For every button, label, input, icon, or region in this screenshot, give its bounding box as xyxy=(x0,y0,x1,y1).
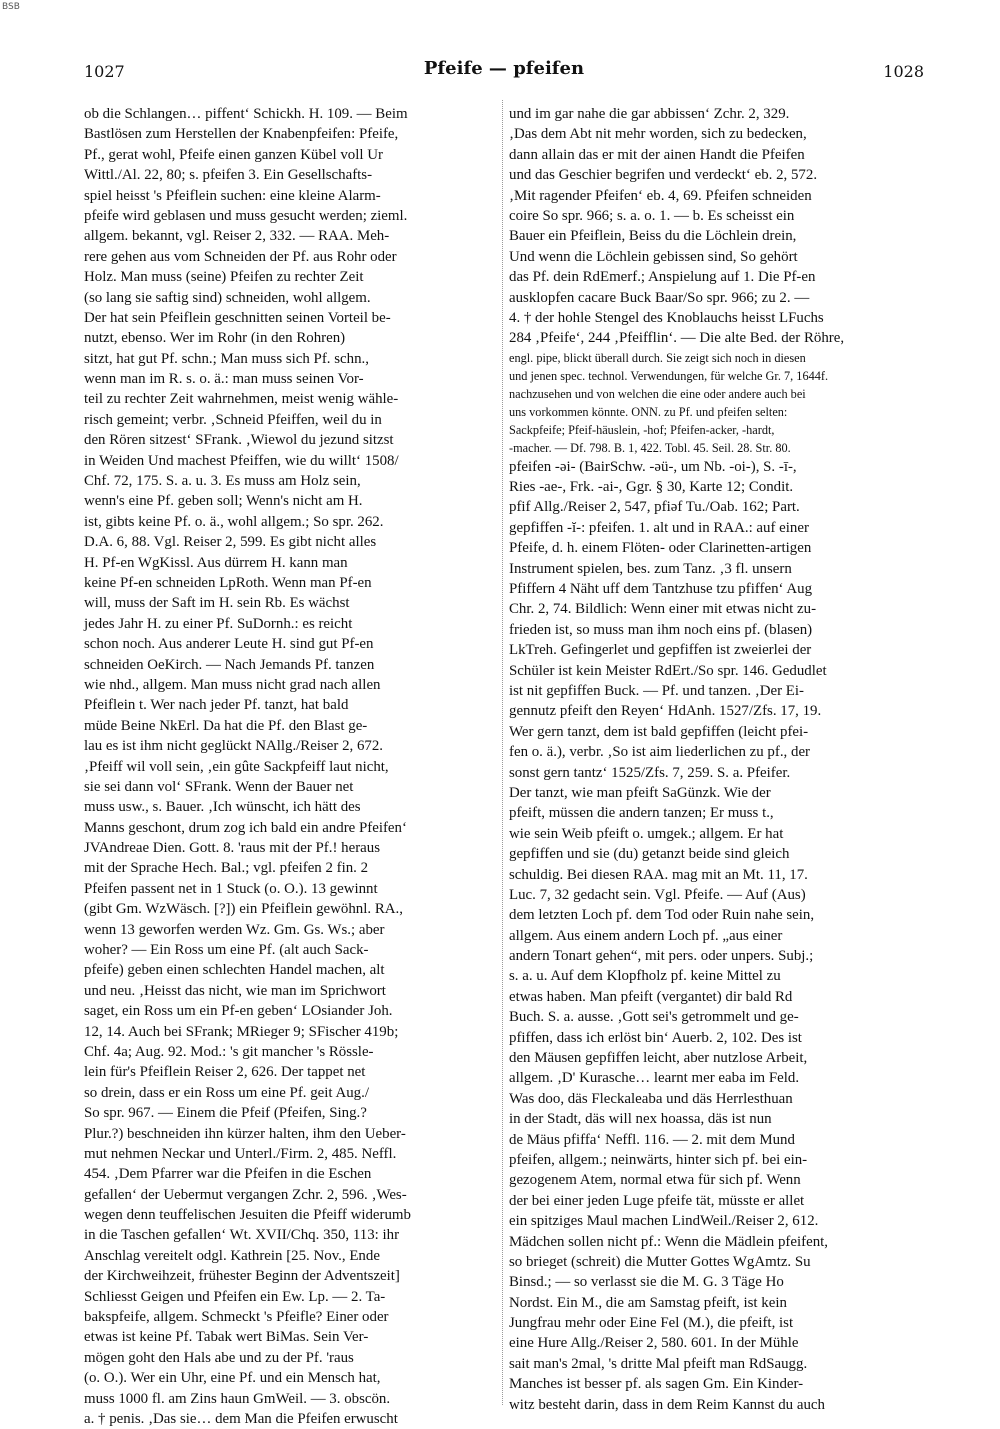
running-title: Pfeife — pfeifen xyxy=(423,58,585,79)
text-line: lein für's Pfeiflein Reiser 2, 626. Der tappet net xyxy=(84,1064,366,1081)
page-number-left: 1027 xyxy=(84,62,125,81)
text-line: und jenen spec. technol. Verwendungen, für welche Gr. 7, 1644f. xyxy=(509,368,829,383)
text-line: der bei einer jeden Luge pfeife tät, müsste er allet xyxy=(509,1192,805,1209)
page-header xyxy=(84,58,924,84)
text-line: Buch. S. a. ausse. ‚Gott sei's getrommelt und ge- xyxy=(509,1009,799,1026)
text-line: allgem. bekannt, vgl. Reiser 2, 332. — RAA. Meh- xyxy=(84,228,390,245)
text-line: gennutz pfeift den Reyen‘ HdAnh. 1527/Zfs. 17, 19. xyxy=(509,703,822,720)
text-line: und neu. ‚Heisst das nicht, wie man im Sprichwort xyxy=(84,982,386,999)
text-line: Schüler ist kein Meister RdErt./So spr. 146. Gedudlet xyxy=(509,662,827,679)
text-line: ein spitziges Maul machen LindWeil./Reiser 2, 612. xyxy=(509,1213,819,1230)
text-line: Pfeifen passent net in 1 Stuck (o. O.). 13 gewinnt xyxy=(84,880,378,897)
text-line: will, muss der Saft im H. sein Rb. Es wächst xyxy=(84,595,350,612)
text-line: Ries -ae-, Frk. -ai-, Ggr. § 30, Karte 12; Condit. xyxy=(509,479,794,496)
text-line: wenn 13 geworfen werden Wz. Gm. Gs. Ws.; aber xyxy=(84,921,385,938)
entry-pfeifen xyxy=(509,457,923,1415)
column-divider xyxy=(502,100,503,1405)
text-line: und im gar nahe die gar abbissen‘ Zchr. 2, 329. xyxy=(509,106,790,122)
text-line: Plur.?) beschneiden ihn kürzer halten, ihm den Ueber- xyxy=(84,1125,406,1142)
text-line: witz besteht darin, dass in dem Reim Kannst du auch xyxy=(509,1396,825,1413)
text-line: allgem. ‚D' Kurasche… learnt mer eaba im Feld. xyxy=(509,1070,800,1087)
text-line: -macher. — Df. 798. B. 1, 422. Tobl. 45. Seil. 28. Str. 80. xyxy=(509,440,791,455)
text-line: schon noch. Aus anderer Leute H. sind gut Pf-en xyxy=(84,636,374,653)
text-line: lau es ist ihm nicht geglückt NAllg./Reiser 2, 672. xyxy=(84,738,384,755)
text-line: ‚Mit ragender Pfeifen‘ eb. 4, 69. Pfeifen schneiden xyxy=(509,187,812,204)
text-line: wenn man im R. s. o. ä.: man muss seinen Vor- xyxy=(84,371,364,388)
text-line: 12, 14. Auch bei SFrank; MRieger 9; SFischer 419b; xyxy=(84,1023,399,1040)
text-line: Pfiffern 4 Näht uff dem Tantzhuse tzu pfiffen‘ Aug xyxy=(509,581,813,598)
text-line: 4. † der hohle Stengel des Knoblauchs heisst LFuchs xyxy=(509,309,824,326)
text-line: ist nit gepfiffen Buck. — Pf. und tanzen. ‚Der Ei- xyxy=(509,682,804,699)
text-line: 454. ‚Dem Pfarrer war die Pfeifen in die Eschen xyxy=(84,1166,372,1183)
text-line: sonst gern tantz‘ 1525/Zfs. 7, 259. S. a. Pfeifer. xyxy=(509,764,791,781)
text-line: Sackpfeife; Pfeif-häuslein, -hof; Pfeifen-acker, -hardt, xyxy=(509,422,775,437)
text-line: (o. O.). Wer ein Uhr, eine Pf. und ein Mensch hat, xyxy=(84,1370,381,1387)
text-line: gezogenem Atem, normal etwa für sich pf. Wenn xyxy=(509,1172,801,1189)
right-column-body-a xyxy=(509,104,923,349)
text-line: JVAndreae Dien. Gott. 8. 'raus mit der Pf.! heraus xyxy=(84,840,381,857)
text-line: pfif Allg./Reiser 2, 547, pfiəf Tu./Oab. 162; Part. xyxy=(509,499,800,516)
text-line: Chr. 2, 74. Bildlich: Wenn einer mit etwas nicht zu- xyxy=(509,601,817,618)
text-line: Holz. Man muss (seine) Pfeifen zu rechter Zeit xyxy=(84,269,364,286)
text-line: a. † penis. ‚Das sie… dem Man die Pfeifen erwuscht xyxy=(84,1411,398,1427)
library-stamp: BSB xyxy=(2,2,20,12)
text-line: eine Hure Allg./Reiser 2, 580. 601. In der Mühle xyxy=(509,1335,799,1352)
page-number-right: 1028 xyxy=(883,62,924,81)
text-line: in Weiden Und machest Pfeiffen, wie du willt‘ 1508/ xyxy=(84,452,399,469)
text-line: rere gehen aus vom Schneiden der Pf. aus Rohr oder xyxy=(84,248,397,265)
text-line: und das Geschier begrifen und verdeckt‘ eb. 2, 572. xyxy=(509,167,818,184)
text-line: Manns geschont, drum zog ich bald ein andre Pfeifen‘ xyxy=(84,819,407,836)
text-line: ist, gibts keine Pf. o. ä., wohl allgem.; So spr. 262. xyxy=(84,513,384,530)
text-line: Wittl./Al. 22, 80; s. pfeifen 3. Ein Gesellschafts- xyxy=(84,167,373,184)
text-line: ob die Schlangen… piffent‘ Schickh. H. 109. — Beim xyxy=(84,106,408,122)
text-line: dann allain das er mit der ainen Handt die Pfeifen xyxy=(509,146,805,163)
text-line: saget, ein Ross um ein Pf-en geben‘ LOsiander Joh. xyxy=(84,1003,393,1020)
text-line: D.A. 6, 88. Vgl. Reiser 2, 599. Es gibt nicht alles xyxy=(84,534,377,551)
text-line: Der tanzt, wie man pfeift SaGünzk. Wie der xyxy=(509,784,771,801)
text-line: sait man's 2mal, 's dritte Mal pfeift man RdSaugg. xyxy=(509,1355,808,1372)
text-line: frieden ist, so muss man ihm noch eins pf. (blasen) xyxy=(509,621,813,638)
text-line: pfeifen -əi- (BairSchw. -əü-, um Nb. -oi-), S. -ī-, xyxy=(509,458,797,475)
text-line: müde Beine NkErl. Da hat die Pf. den Blast ge- xyxy=(84,717,368,734)
text-line: Chf. 4a; Aug. 92. Mod.: 's git mancher 's Rössle- xyxy=(84,1043,374,1060)
text-line: ‚Das dem Abt nit mehr worden, sich zu bedecken, xyxy=(509,126,807,143)
text-line: Manches ist besser pf. als sagen Gm. Ein Kinder- xyxy=(509,1376,804,1393)
text-line: in der Stadt, däs will nex hoassa, däs ist nun xyxy=(509,1111,772,1128)
text-line: wie nhd., allgem. Man muss nicht grad nach allen xyxy=(84,676,381,693)
text-line: dem letzten Loch pf. dem Tod oder Ruin nahe sein, xyxy=(509,907,815,924)
text-line: Nordst. Ein M., die am Samstag pfeift, ist kein xyxy=(509,1294,787,1311)
text-line: den Mäusen gepfiffen leicht, aber nutzlose Arbeit, xyxy=(509,1050,808,1067)
text-line: fen o. ä.), verbr. ‚So ist aim liederlichen zu pf., der xyxy=(509,744,811,761)
text-line: Der hat sein Pfeiflein geschnitten seinen Vorteil be- xyxy=(84,309,391,326)
text-line: woher? — Ein Ross um eine Pf. (alt auch Sack- xyxy=(84,942,369,959)
text-line: Bauer ein Pfeiflein, Beiss du die Löchlein drein, xyxy=(509,228,797,245)
text-line: schneiden OeKirch. — Nach Jemands Pf. tanzen xyxy=(84,656,375,673)
text-line: mit der Sprache Hech. Bal.; vgl. pfeifen 2 fin. 2 xyxy=(84,860,369,877)
text-line: engl. pipe, blickt überall durch. Sie zeigt sich noch in diesen xyxy=(509,350,806,365)
text-line: gepfiffen -ĭ-: pfeifen. 1. alt und in RAA.: auf einer xyxy=(509,519,809,536)
text-line: Jungfrau mehr oder Eine Fel (M.), die pfeift, ist xyxy=(509,1315,794,1332)
text-line: den Rören sitzest‘ SFrank. ‚Wiewol du jezund sitzst xyxy=(84,432,394,449)
text-line: muss usw., s. Bauer. ‚Ich wünscht, ich hätt des xyxy=(84,799,361,816)
text-line: mögen goht den Hals abe und zu der Pf. 'raus xyxy=(84,1349,354,1366)
text-line: LkTreh. Gefingerlet und gepfiffen ist zweierlei der xyxy=(509,642,812,659)
text-line: pfiffen, dass ich erlöst bin‘ Auerb. 2, 102. Des ist xyxy=(509,1029,802,1046)
text-line: schuldig. Bei diesen RAA. mag mit an Mt. 11, 17. xyxy=(509,866,808,883)
text-line: keine Pf-en schneiden LpRoth. Wenn man Pf-en xyxy=(84,574,372,591)
text-line: Schliesst Geigen und Pfeifen ein Ew. Lp. — 2. Ta- xyxy=(84,1288,386,1305)
text-line: sitzt, hat gut Pf. schn.; Man muss sich Pf. schn., xyxy=(84,350,369,367)
text-line: pfeife wird geblasen und muss gesucht werden; zieml. xyxy=(84,207,408,224)
text-line: H. Pf-en WgKissl. Aus dürrem H. kann man xyxy=(84,554,348,571)
text-line: etwas ist keine Pf. Tabak wert BiMas. Sein Ver- xyxy=(84,1329,369,1346)
text-line: mut nehmen Neckar und Unterl./Firm. 2, 485. Neffl. xyxy=(84,1145,397,1162)
text-line: allgem. Aus einem andern Loch pf. „aus einer xyxy=(509,927,783,944)
text-line: Bastlösen zum Herstellen der Knabenpfeifen: Pfeife, xyxy=(84,126,399,143)
text-line: etwas haben. Man pfeift (vergantet) dir bald Rd xyxy=(509,988,793,1005)
text-line: (so lang sie saftig sind) schneiden, wohl allgem. xyxy=(84,289,371,306)
text-line: bakspfeife, allgem. Schmeckt 's Pfeifle? Einer oder xyxy=(84,1309,389,1326)
text-line: coire So spr. 966; s. a. o. 1. — b. Es scheisst ein xyxy=(509,207,795,224)
left-column xyxy=(84,104,498,1427)
text-line: pfeifen, allgem.; neinwärts, hinter sich pf. bei ein- xyxy=(509,1151,808,1168)
text-line: das Pf. dein RdEmerf.; Anspielung auf 1. Die Pf-en xyxy=(509,269,816,286)
text-line: ausklopfen cacare Buck Baar/So spr. 966; zu 2. — xyxy=(509,289,810,306)
text-line: Pfeife, d. h. einem Flöten- oder Clarinetten-artigen xyxy=(509,540,812,557)
text-line: pfeift, müssen die andern tanzen; Er muss t., xyxy=(509,805,774,822)
text-line: pfeife) geben einen schlechten Handel machen, alt xyxy=(84,962,385,979)
text-line: Luc. 7, 32 gedacht sein. Vgl. Pfeife. — Auf (Aus) xyxy=(509,886,806,903)
text-line: Instrument spielen, bes. zum Tanz. ‚3 fl. unsern xyxy=(509,560,792,577)
text-line: sie sei dann vol‘ SFrank. Wenn der Bauer net xyxy=(84,778,354,795)
right-column xyxy=(509,104,923,1413)
text-line: teil zu rechter Zeit wahrnehmen, meist wenig wähle- xyxy=(84,391,399,408)
text-line: nachzusehen und von welchen die eine oder andere auch bei xyxy=(509,386,806,401)
text-line: so drein, dass er ein Ross um eine Pf. geit Aug./ xyxy=(84,1084,369,1101)
text-line: gefallen‘ der Uebermut vergangen Zchr. 2, 596. ‚Wes- xyxy=(84,1186,407,1203)
text-line: muss 1000 fl. am Zins haun GmWeil. — 3. obscön. xyxy=(84,1390,391,1407)
text-line: Was doo, däs Fleckaleaba und däs Herrlesthuan xyxy=(509,1090,793,1107)
text-line: ‚Pfeiff wil voll sein, ‚ein gûte Sackpfeiff laut nicht, xyxy=(84,758,389,775)
text-line: jedes Jahr H. zu einer Pf. SuDornh.: es reicht xyxy=(84,615,353,632)
text-line: Anschlag vereitelt odgl. Kathrein [25. Nov., Ende xyxy=(84,1247,380,1264)
text-line: wegen denn teuffelischen Jesuiten die Pfeiff widerumb xyxy=(84,1207,411,1224)
text-line: wenn's eine Pf. geben soll; Wenn's nicht am H. xyxy=(84,493,363,510)
text-line: risch gemeint; verbr. ‚Schneid Pfeiffen, weil du in xyxy=(84,411,382,428)
text-line: so brieget (schreit) die Mutter Gottes WgAmtz. Su xyxy=(509,1253,811,1270)
text-line: Pf., gerat wohl, Pfeife einen ganzen Kübel voll Ur xyxy=(84,146,383,163)
text-line: Pfeiflein t. Wer nach jeder Pf. tanzt, hat bald xyxy=(84,697,349,714)
text-line: andern Tonart gehen“, mit pers. oder unpers. Subj.; xyxy=(509,948,814,965)
text-line: 284 ‚Pfeife‘, 244 ‚Pfeifflin‘. — Die alte Bed. der Röhre, xyxy=(509,330,845,347)
etymology-note xyxy=(509,349,923,457)
text-line: gepfiffen und sie (du) getanzt beide sind gleich xyxy=(509,846,790,863)
text-line: spiel heisst 's Pfeiflein suchen: eine kleine Alarm- xyxy=(84,187,381,204)
text-line: wie sein Weib pfeift o. umgek.; allgem. Er hat xyxy=(509,825,784,842)
text-line: Mädchen sollen nicht pf.: Wenn die Mädlein pfeifent, xyxy=(509,1233,828,1250)
text-line: (gibt Gm. WzWäsch. [?]) ein Pfeiflein gewöhnl. RA., xyxy=(84,901,403,918)
text-line: So spr. 967. — Einem die Pfeif (Pfeifen, Sing.? xyxy=(84,1105,367,1122)
text-line: Binsd.; — so verlasst sie die M. G. 3 Täge Ho xyxy=(509,1274,784,1291)
text-line: s. a. u. Auf dem Klopfholz pf. keine Mittel zu xyxy=(509,968,781,985)
text-line: uns vorkommen könnte. ONN. zu Pf. und pfeifen selten: xyxy=(509,404,788,419)
text-line: nutzt, ebenso. Wer im Rohr (in den Rohren) xyxy=(84,330,346,347)
text-line: der Kirchweihzeit, frühester Beginn der Adventszeit] xyxy=(84,1268,400,1285)
text-line: Wer gern tanzt, dem ist bald gepfiffen (leicht pfei- xyxy=(509,723,809,740)
text-line: in die Taschen gefallen‘ Wt. XVII/Chq. 350, 113: ihr xyxy=(84,1227,400,1244)
text-line: de Mäus pfiffa‘ Neffl. 116. — 2. mit dem Mund xyxy=(509,1131,795,1148)
text-line: Und wenn die Löchlein gebissen sind, So gehört xyxy=(509,248,798,265)
text-line: Chf. 72, 175. S. a. u. 3. Es muss am Holz sein, xyxy=(84,473,361,490)
